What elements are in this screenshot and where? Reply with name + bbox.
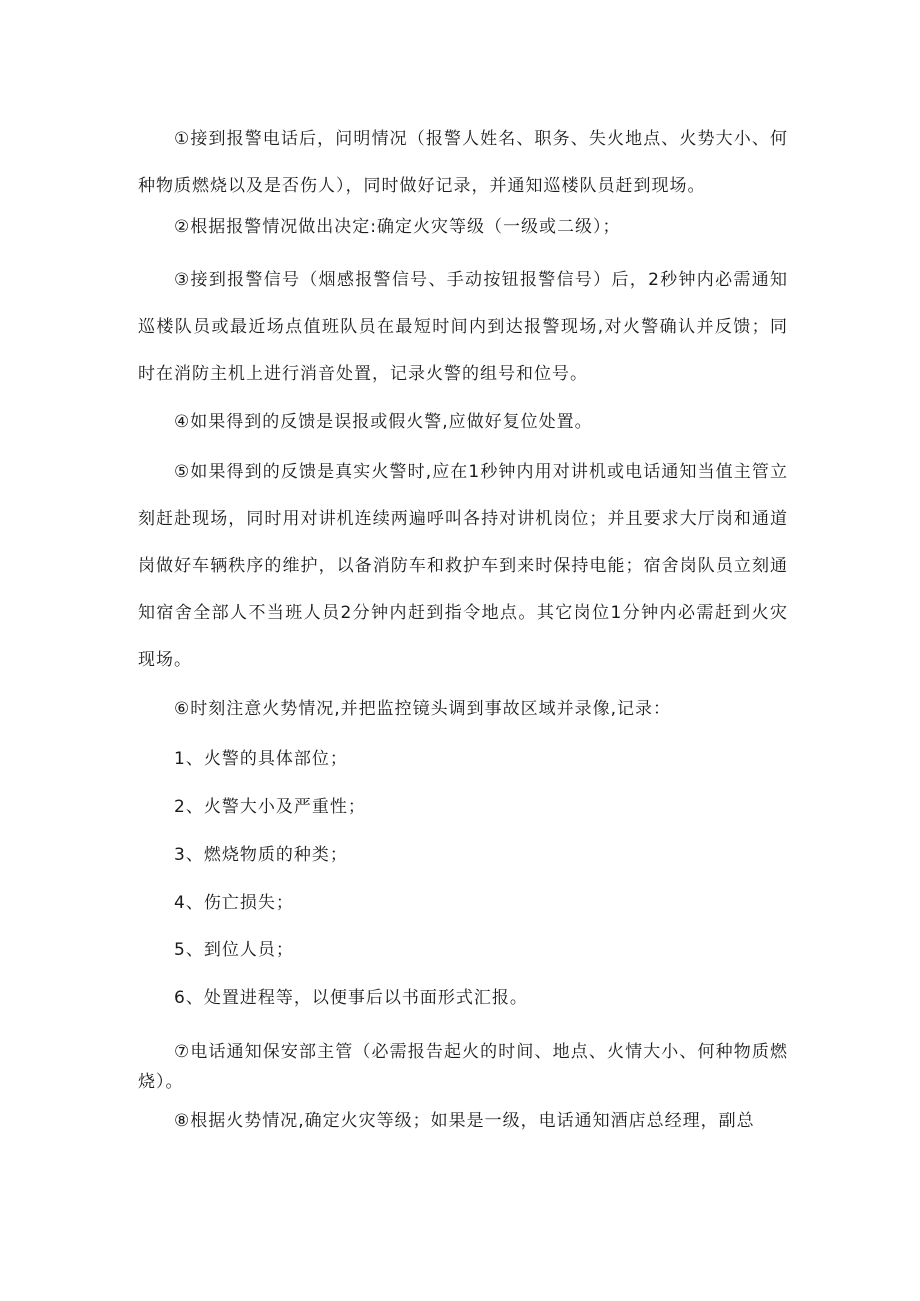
paragraph-3: ③接到报警信号（烟感报警信号、手动按钮报警信号）后，2秒钟内必需通知巡楼队员或最近场点值班队员在最短时间内到达报警现场,对火警确认并反馈；同时在消防主机上进行消音处置，记录火警的组号和位号。	[138, 270, 788, 384]
paragraph-5: ⑤如果得到的反馈是真实火警时,应在1秒钟内用对讲机或电话通知当值主管立刻赶赴现场，同时用对讲机连续两遍呼叫各持对讲机岗位；并且要求大厅岗和通道岗做好车辆秩序的维护，以备消防车和救护车到来时保持电能；宿舍岗队员立刻通知宿舍全部人不当班人员2分钟内赶到指令地点。其它岗位1分钟内必需赶到火灾现场。	[138, 462, 788, 670]
paragraph-6: ⑥时刻注意火势情况,并把监控镜头调到事故区域并录像,记录：	[174, 699, 672, 719]
record-item-4: 4、伤亡损失；	[174, 893, 294, 913]
record-item-1: 1、火警的具体部位；	[174, 749, 348, 769]
record-item-5: 5、到位人员；	[174, 940, 294, 960]
paragraph-1: ①接到报警电话后，问明情况（报警人姓名、职务、失火地点、火势大小、何种物质燃烧以及是否伤人），同时做好记录，并通知巡楼队员赶到现场。	[138, 129, 788, 196]
paragraph-7: ⑦电话通知保安部主管（必需报告起火的时间、地点、火情大小、何种物质燃烧）。	[138, 1042, 788, 1092]
paragraph-2: ②根据报警情况做出决定:确定火灾等级（一级或二级）；	[174, 217, 621, 237]
record-item-3: 3、燃烧物质的种类；	[174, 845, 348, 865]
record-item-2: 2、火警大小及严重性；	[174, 797, 366, 817]
paragraph-4: ④如果得到的反馈是误报或假火警,应做好复位处置。	[174, 412, 593, 432]
record-item-6: 6、处置进程等，以便事后以书面形式汇报。	[174, 988, 528, 1008]
paragraph-8: ⑧根据火势情况,确定火灾等级；如果是一级，电话通知酒店总经理，副总	[174, 1111, 755, 1131]
